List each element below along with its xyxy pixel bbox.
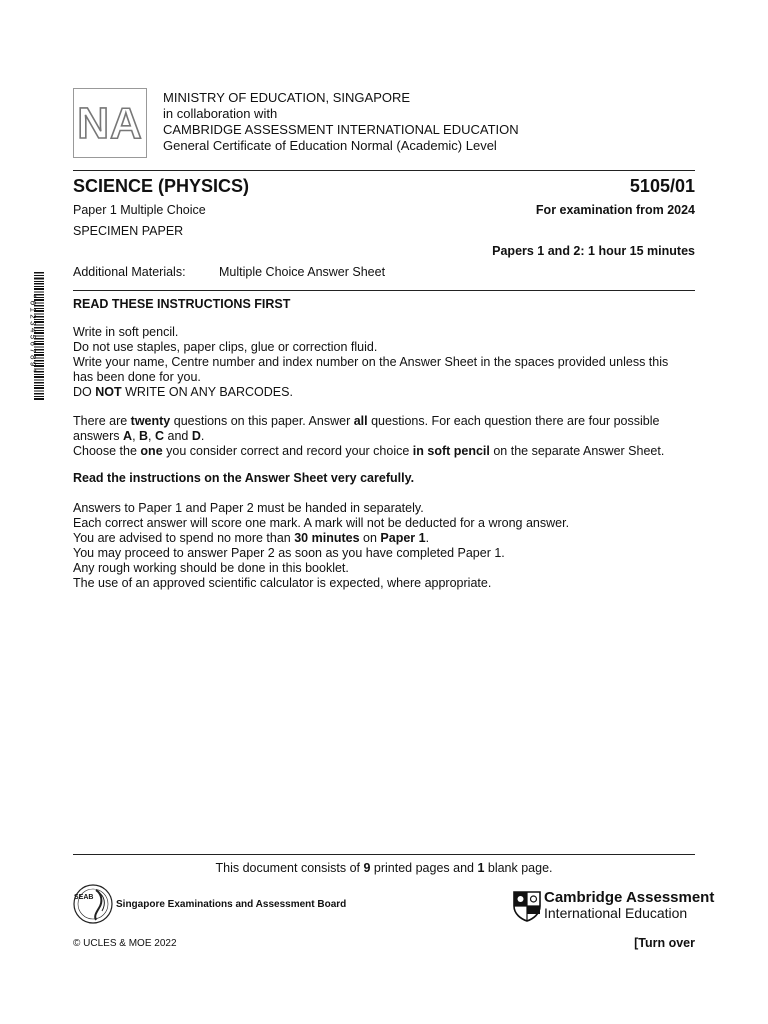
header-line-cambridge: CAMBRIDGE ASSESSMENT INTERNATIONAL EDUCATION [163, 122, 519, 137]
materials-divider [73, 290, 695, 291]
barcode [28, 272, 44, 402]
header-line-collab: in collaboration with [163, 106, 278, 121]
seab-name: Singapore Examinations and Assessment Board [116, 899, 347, 910]
instruction-line: answers A, B, C and D. [73, 429, 205, 443]
instruction-line: There are twenty questions on this paper. Answer all questions. For each question there are four possible [73, 414, 660, 428]
cambridge-line-1: Cambridge Assessment [544, 889, 715, 906]
page-count: This document consists of 9 printed pages and 1 blank page. [215, 861, 553, 875]
subject-title: SCIENCE (PHYSICS) [73, 176, 250, 196]
instruction-line: Write in soft pencil. [73, 325, 179, 339]
instructions-block-2 [73, 414, 695, 459]
materials-label: Additional Materials: [73, 265, 186, 279]
instruction-line: Write your name, Centre number and index number on the Answer Sheet in the spaces provided unless this [73, 355, 669, 369]
seab-emblem-icon [72, 880, 114, 926]
instruction-line-barcodes: DO NOT WRITE ON ANY BARCODES. [73, 385, 293, 399]
duration: Papers 1 and 2: 1 hour 15 minutes [492, 244, 695, 258]
exam-from: For examination from 2024 [535, 203, 695, 217]
instruction-line: You are advised to spend no more than 30 minutes on Paper 1. [73, 531, 430, 545]
barcode-text: *0123456789* [27, 293, 37, 376]
instructions-block-3 [73, 501, 695, 591]
copyright: © UCLES & MOE 2022 [73, 938, 177, 949]
seab-logo [72, 880, 114, 926]
turn-over: [Turn over [634, 936, 695, 950]
instruction-line: Each correct answer will score one mark. A mark will not be deducted for a wrong answer. [73, 516, 570, 530]
instruction-line: Choose the one you consider correct and record your choice in soft pencil on the separate Answer Sheet. [73, 444, 665, 458]
paper-type: Paper 1 Multiple Choice [73, 203, 206, 217]
footer-divider [73, 854, 695, 855]
instruction-line: Answers to Paper 1 and Paper 2 must be handed in separately. [73, 501, 424, 515]
cambridge-shield-logo [512, 890, 542, 922]
paper-code: 5105/01 [629, 176, 695, 196]
instruction-line: You may proceed to answer Paper 2 as soon as you have completed Paper 1. [73, 546, 505, 560]
cambridge-line-2: International Education [544, 905, 688, 921]
materials-value: Multiple Choice Answer Sheet [219, 265, 386, 279]
instruction-line: Any rough working should be done in this booklet. [73, 561, 349, 575]
cambridge-shield-icon [512, 890, 542, 922]
header-line-level: General Certificate of Education Normal (Academic) Level [163, 138, 497, 153]
na-logo [73, 88, 147, 158]
seab-logo-text: SEAB [74, 894, 94, 901]
instructions-heading: READ THESE INSTRUCTIONS FIRST [73, 297, 291, 311]
instructions-block-1 [73, 325, 695, 400]
instruction-line: The use of an approved scientific calculator is expected, where appropriate. [73, 576, 492, 590]
answer-sheet-note: Read the instructions on the Answer Sheet very carefully. [73, 471, 415, 485]
specimen-label: SPECIMEN PAPER [73, 224, 184, 238]
instruction-line: has been done for you. [73, 370, 201, 384]
na-logo-text: NA [77, 99, 143, 148]
header-line-ministry: MINISTRY OF EDUCATION, SINGAPORE [163, 90, 411, 105]
instruction-line: Do not use staples, paper clips, glue or correction fluid. [73, 340, 378, 354]
header-block [163, 90, 519, 154]
header-divider [73, 170, 695, 171]
